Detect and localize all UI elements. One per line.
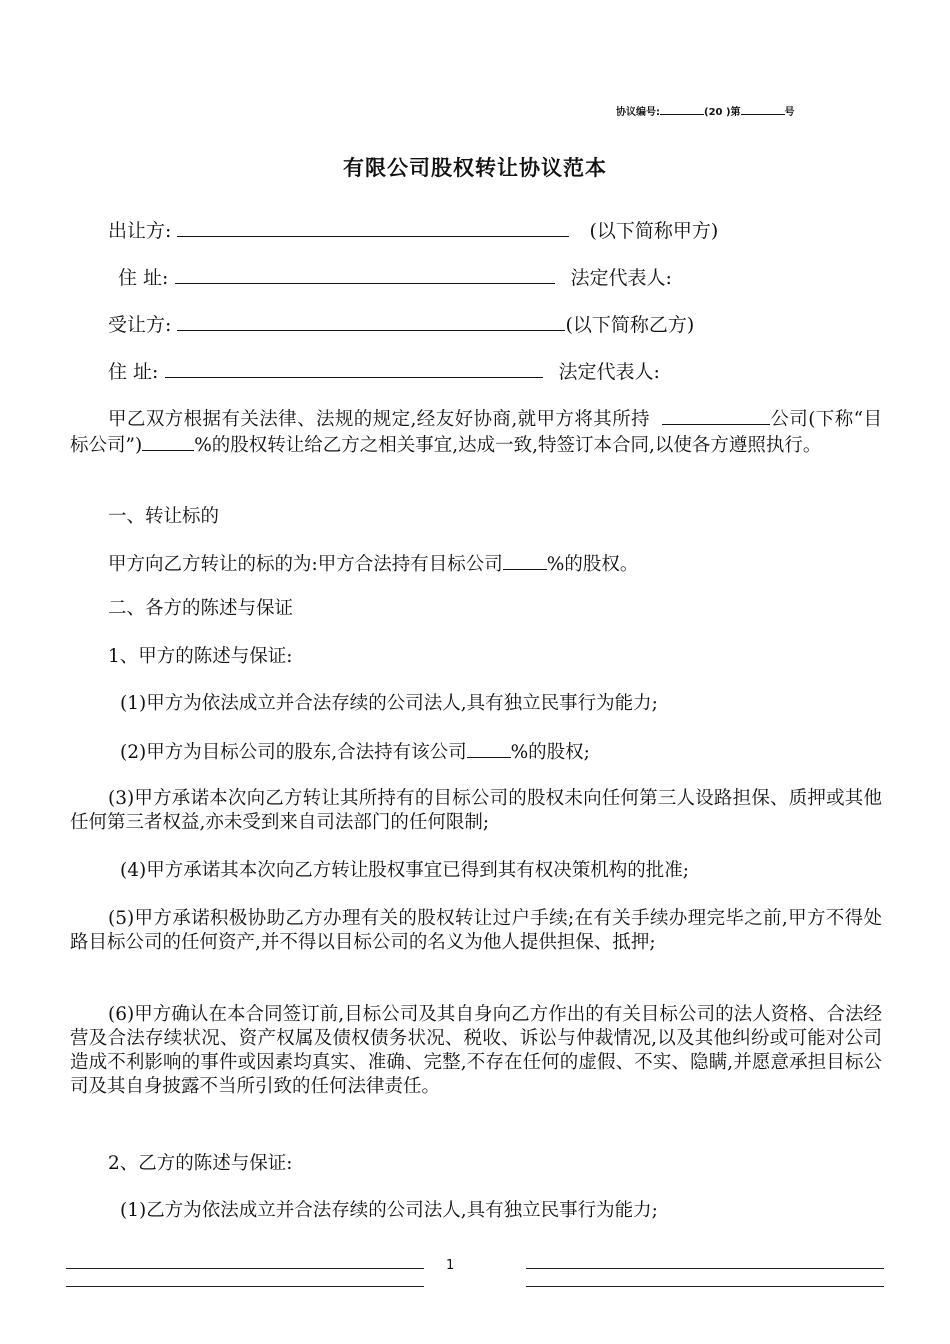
transferor-blank xyxy=(177,218,569,237)
item-1-2-text-b: %的股权; xyxy=(510,742,590,763)
item-1-1: (1)甲方为依法成立并合法存续的公司法人,具有独立民事行为能力; xyxy=(120,693,658,714)
agreement-number-seq-blank xyxy=(741,105,785,115)
intro-text-c: %的股权转让给乙方之相关事宜,达成一致,特签订本合同,以使各方遵照执行。 xyxy=(194,435,822,456)
agreement-number-year: (20 )第 xyxy=(704,107,741,118)
agreement-number-suffix: 号 xyxy=(784,107,795,118)
item-1-2-text-a: (2)甲方为目标公司的股东,合法持有该公司 xyxy=(120,742,467,763)
item-2-1: (1)乙方为依法成立并合法存续的公司法人,具有独立民事行为能力; xyxy=(120,1200,658,1221)
transferee-address-label: 住 址: xyxy=(108,361,159,383)
section-1-percent-blank xyxy=(503,551,547,570)
intro-text-b: 公司(下称“目标公司”) xyxy=(70,409,882,456)
transferor-label: 出让方: xyxy=(108,220,172,242)
transferee-blank xyxy=(177,312,565,331)
transferor-line xyxy=(108,218,718,243)
footer-rule-left-upper xyxy=(66,1268,424,1269)
transferee-label: 受让方: xyxy=(108,314,172,336)
item-1-2-percent-blank xyxy=(467,739,511,758)
footer-rule-left-lower xyxy=(66,1286,424,1287)
sub-1-heading: 1、甲方的陈述与保证: xyxy=(108,646,293,667)
transferor-rep-label: 法定代表人: xyxy=(570,267,672,289)
section-1-text-b: %的股权。 xyxy=(546,554,639,575)
transferee-rep-label: 法定代表人: xyxy=(558,361,660,383)
item-1-5: (5)甲方承诺积极协助乙方办理有关的股权转让过户手续;在有关手续办理完毕之前,甲方不得处路目标公司的任何资产,并不得以目标公司的名义为他人提供担保、抵押; xyxy=(70,908,882,953)
agreement-number-blank xyxy=(660,105,704,115)
item-1-2 xyxy=(120,739,590,765)
item-1-6: (6)甲方确认在本合同签订前,目标公司及其自身向乙方作出的有关目标公司的法人资格、合法经营及合法存续状况、资产权属及债权债务状况、税收、诉讼与仲裁情况,以及其他纠纷或可能对公司造成不利影响的事件或因素均真实、准确、完整,不存在任何的虚假、不实、隐瞒,并愿意承担目标公司及其自身披露不当所引致的任何法律责任。 xyxy=(70,1004,882,1097)
agreement-number xyxy=(616,103,795,118)
transferee-line xyxy=(108,312,694,337)
agreement-number-label: 协议编号: xyxy=(616,107,660,118)
document-title: 有限公司股权转让协议范本 xyxy=(343,156,607,180)
section-2-heading: 二、各方的陈述与保证 xyxy=(108,598,294,619)
transferor-address-line xyxy=(118,265,672,290)
section-1-text xyxy=(108,551,638,577)
transferee-address-blank xyxy=(165,359,543,378)
sub-2-heading: 2、乙方的陈述与保证: xyxy=(108,1153,293,1174)
transferor-note: (以下简称甲方) xyxy=(589,220,719,242)
page-number: 1 xyxy=(446,1258,455,1273)
intro-paragraph xyxy=(70,406,882,458)
item-1-3: (3)甲方承诺本次向乙方转让其所持有的目标公司的股权未向任何第三人设路担保、质押或其他任何第三者权益,亦未受到来自司法部门的任何限制; xyxy=(70,788,882,833)
section-1-heading: 一、转让标的 xyxy=(108,506,220,527)
intro-company-blank xyxy=(662,406,770,425)
item-1-4: (4)甲方承诺其本次向乙方转让股权事宜已得到其有权决策机构的批准; xyxy=(120,860,689,881)
transferor-address-label: 住 址: xyxy=(118,267,169,289)
intro-text-a: 甲乙双方根据有关法律、法规的规定,经友好协商,就甲方将其所持 xyxy=(108,409,650,430)
transferee-address-line xyxy=(108,359,660,384)
footer-rule-right-lower xyxy=(526,1286,884,1287)
footer-rule-right-upper xyxy=(526,1268,884,1269)
transferor-address-blank xyxy=(175,265,555,284)
transferee-note: (以下简称乙方) xyxy=(565,314,695,336)
intro-percent-blank xyxy=(142,432,194,451)
section-1-text-a: 甲方向乙方转让的标的为:甲方合法持有目标公司 xyxy=(108,554,503,575)
